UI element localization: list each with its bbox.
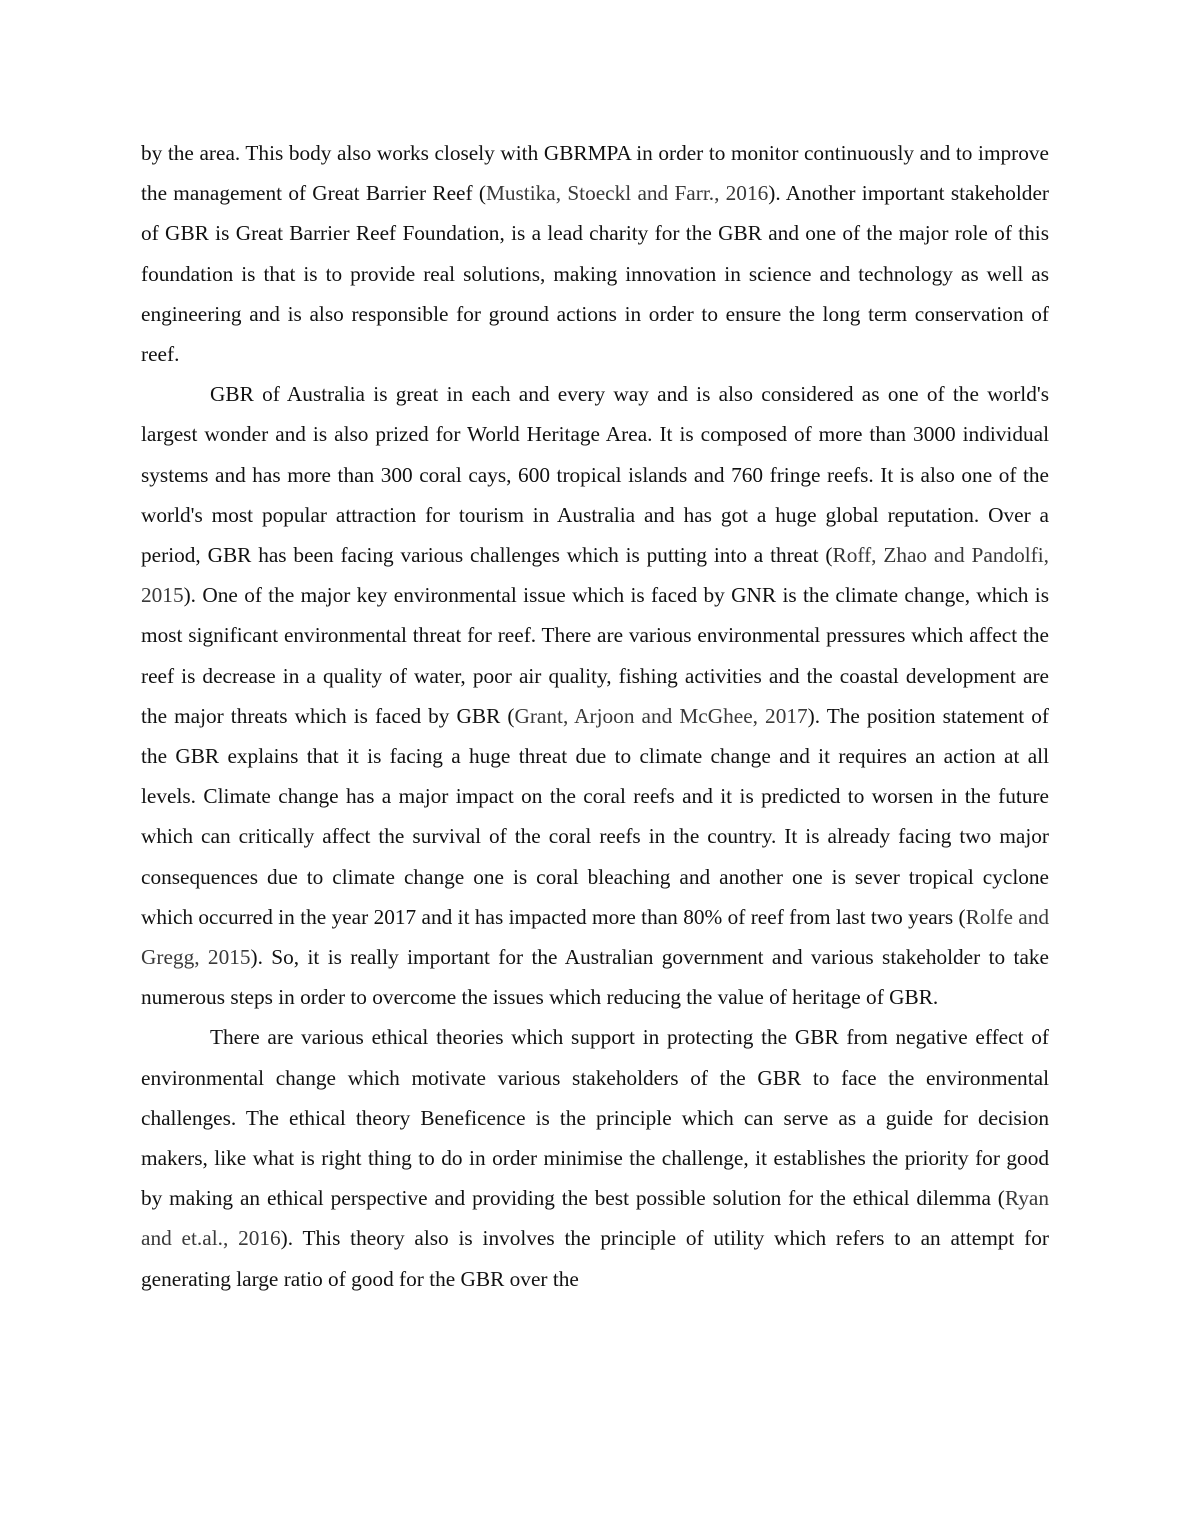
citation: Grant, Arjoon and McGhee, 2017 bbox=[514, 703, 808, 728]
paragraph-gbr-threats bbox=[141, 374, 1049, 1017]
body-text: ). The position statement of the GBR explains that it is facing a huge threat due to climate change and it requires an action at all levels. Climate change has a major impact on the coral reefs and it is predicted to worsen in the future which can critically affect the survival of the coral reefs in the country. It is already facing two major consequences due to climate change one is coral bleaching and another one is sever tropical cyclone which occurred in the year 2017 and it has impacted more than 80% of reef from last two years ( bbox=[141, 703, 1050, 929]
body-text: by the area. This body also works closely with GBRMPA in order to monitor continuously and to improve the management of Great Barrier Reef ( bbox=[141, 141, 1049, 206]
body-text: ). One of the major key environmental issue which is faced by GNR is the climate change, which is most significant environmental threat for reef. There are various environmental pressures which affect the reef is decrease in a quality of water, poor air quality, fishing activities and the coastal development are the major threats which is faced by GBR ( bbox=[141, 583, 1049, 728]
citation: Ryan and et.al., 2016 bbox=[141, 1186, 1049, 1251]
document-page bbox=[141, 133, 1049, 1299]
citation: Mustika, Stoeckl and Farr., 2016 bbox=[485, 181, 769, 206]
body-text: ). Another important stakeholder of GBR is Great Barrier Reef Foundation, is a lead charity for the GBR and one of the major role of this foundation is that is to provide real solutions, making innovation in science and technology as well as engineering and is also responsible for ground actions in order to ensure the long term conservation of reef. bbox=[141, 181, 1049, 367]
citation: Rolfe and Gregg, 2015 bbox=[141, 904, 1050, 970]
body-text: GBR of Australia is great in each and every way and is also considered as one of the world's largest wonder and is also prized for World Heritage Area. It is composed of more than 3000 individual systems and has more than 300 coral cays, 600 tropical islands and 760 fringe reefs. It is also one of the world's most popular attraction for tourism in Australia and has got a huge global reputation. Over a period, GBR has been facing various challenges which is putting into a threat ( bbox=[141, 382, 1049, 568]
citation: Roff, Zhao and Pandolfi, 2015 bbox=[141, 543, 1049, 608]
paragraph-continuation bbox=[141, 133, 1049, 374]
body-text: There are various ethical theories which support in protecting the GBR from negative effect of environmental change which motivate various stakeholders of the GBR to face the environmental challenges. The ethical theory Beneficence is the principle which can serve as a guide for decision makers, like what is right thing to do in order minimise the challenge, it establishes the priority for good by making an ethical perspective and providing the best possible solution for the ethical dilemma ( bbox=[141, 1025, 1049, 1211]
body-text: ). So, it is really important for the Australian government and various stakeholder to take numerous steps in order to overcome the issues which reducing the value of heritage of GBR. bbox=[141, 945, 1049, 1010]
body-text: ). This theory also is involves the principle of utility which refers to an attempt for generating large ratio of good for the GBR over the bbox=[141, 1226, 1049, 1291]
paragraph-ethical-theories bbox=[141, 1017, 1049, 1298]
